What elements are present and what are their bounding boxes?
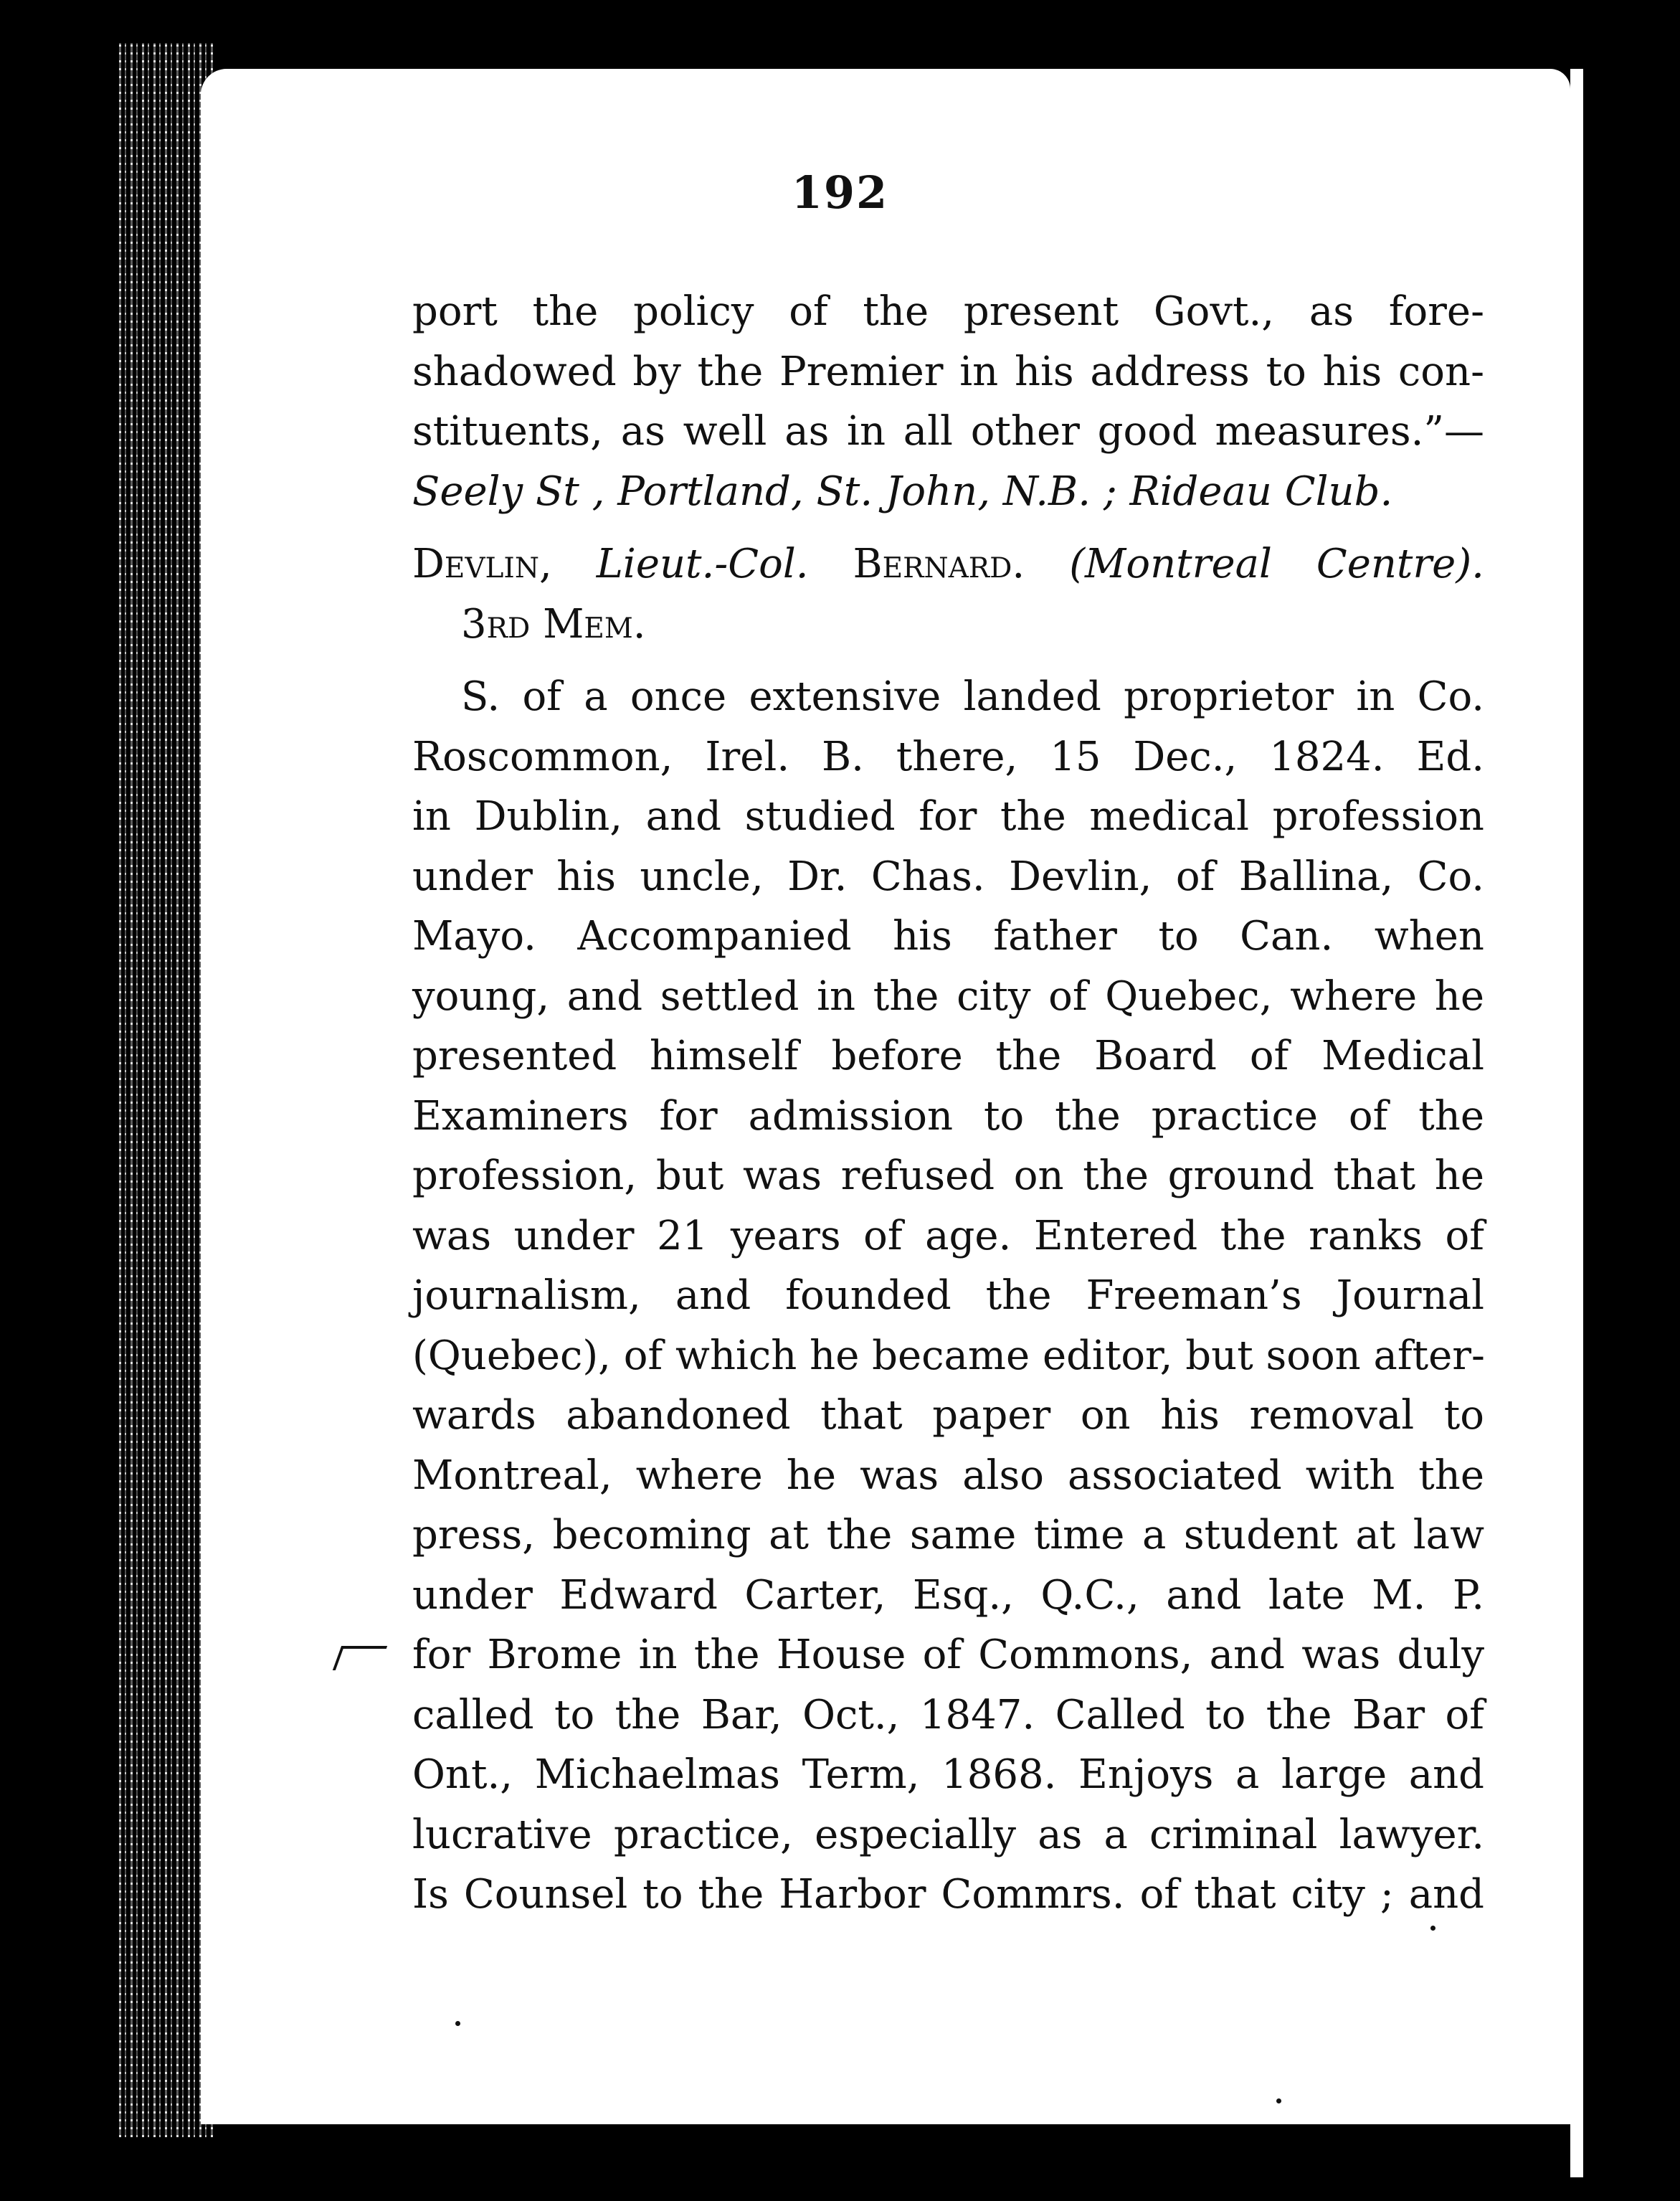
bio-line: Roscommon, Irel. B. there, 15 Dec., 1824. Ed. [412, 733, 1484, 780]
bio-line: press, becoming at the same time a student at law [412, 1512, 1484, 1558]
bio-line: journalism, and founded the Freeman’s Journal [412, 1272, 1484, 1319]
bio-line: for Brome in the House of Commons, and was duly [412, 1632, 1484, 1678]
bio-line: wards abandoned that paper on his removal to [412, 1392, 1484, 1439]
scanned-right-border [1581, 86, 1674, 2195]
bio-line: under his uncle, Dr. Chas. Devlin, of Ballina, Co. [412, 853, 1484, 900]
text-line: stituents, as well as in all other good measures.”— [412, 408, 1484, 455]
bio-line: young, and settled in the city of Quebec, where he [412, 972, 1484, 1020]
margin-pencil-mark [333, 1646, 387, 1670]
page-right-edge [1570, 69, 1583, 2177]
entry-surname: Devlin, [412, 541, 552, 587]
bio-line: Montreal, where he was also associated with the [412, 1452, 1484, 1499]
entry-heading [412, 534, 1484, 595]
bio-line: profession, but was refused on the ground that he [412, 1152, 1484, 1199]
scanned-binding-edge [115, 43, 215, 2137]
bio-line: called to the Bar, Oct., 1847. Called to the Bar of [412, 1691, 1484, 1738]
bio-line: presented himself before the Board of Medical [412, 1033, 1484, 1079]
text-line: shadowed by the Premier in his address to his con- [412, 348, 1484, 395]
ink-speck [455, 2021, 460, 2026]
bio-line: Is Counsel to the Harbor Commrs. of that city ; and [412, 1871, 1484, 1918]
bio-line: Mayo. Accompanied his father to Can. when [412, 913, 1484, 960]
page-text [412, 282, 1484, 1925]
bio-line: lucrative practice, especially as a criminal lawyer. [412, 1811, 1484, 1858]
bio-line: under Edward Carter, Esq., Q.C., and late M. P. [412, 1571, 1484, 1619]
text-line: port the policy of the present Govt., as fore- [412, 288, 1484, 335]
ink-speck [1276, 2098, 1281, 2103]
page-number: 192 [791, 166, 889, 219]
bio-line: Ont., Michaelmas Term, 1868. Enjoys a large and [412, 1751, 1484, 1798]
ink-speck [1430, 1926, 1435, 1931]
entry-rank: Lieut.-Col. [596, 541, 809, 587]
bio-line: S. of a once extensive landed proprietor in Co. [461, 673, 1484, 720]
entry-membership: 3rd Mem. [461, 600, 646, 648]
bio-line: Examiners for admission to the practice of the [412, 1092, 1484, 1140]
bio-line: in Dublin, and studied for the medical profession [412, 793, 1484, 840]
entry-constituency: (Montreal Centre). [1069, 541, 1484, 587]
entry-given-name: Bernard. [853, 541, 1025, 587]
address-line: Seely St , Portland, St. John, N.B. ; Rideau Club. [412, 468, 1393, 515]
bio-line: was under 21 years of age. Entered the ranks of [412, 1212, 1484, 1259]
bio-line: (Quebec), of which he became editor, but soon after- [412, 1332, 1485, 1379]
